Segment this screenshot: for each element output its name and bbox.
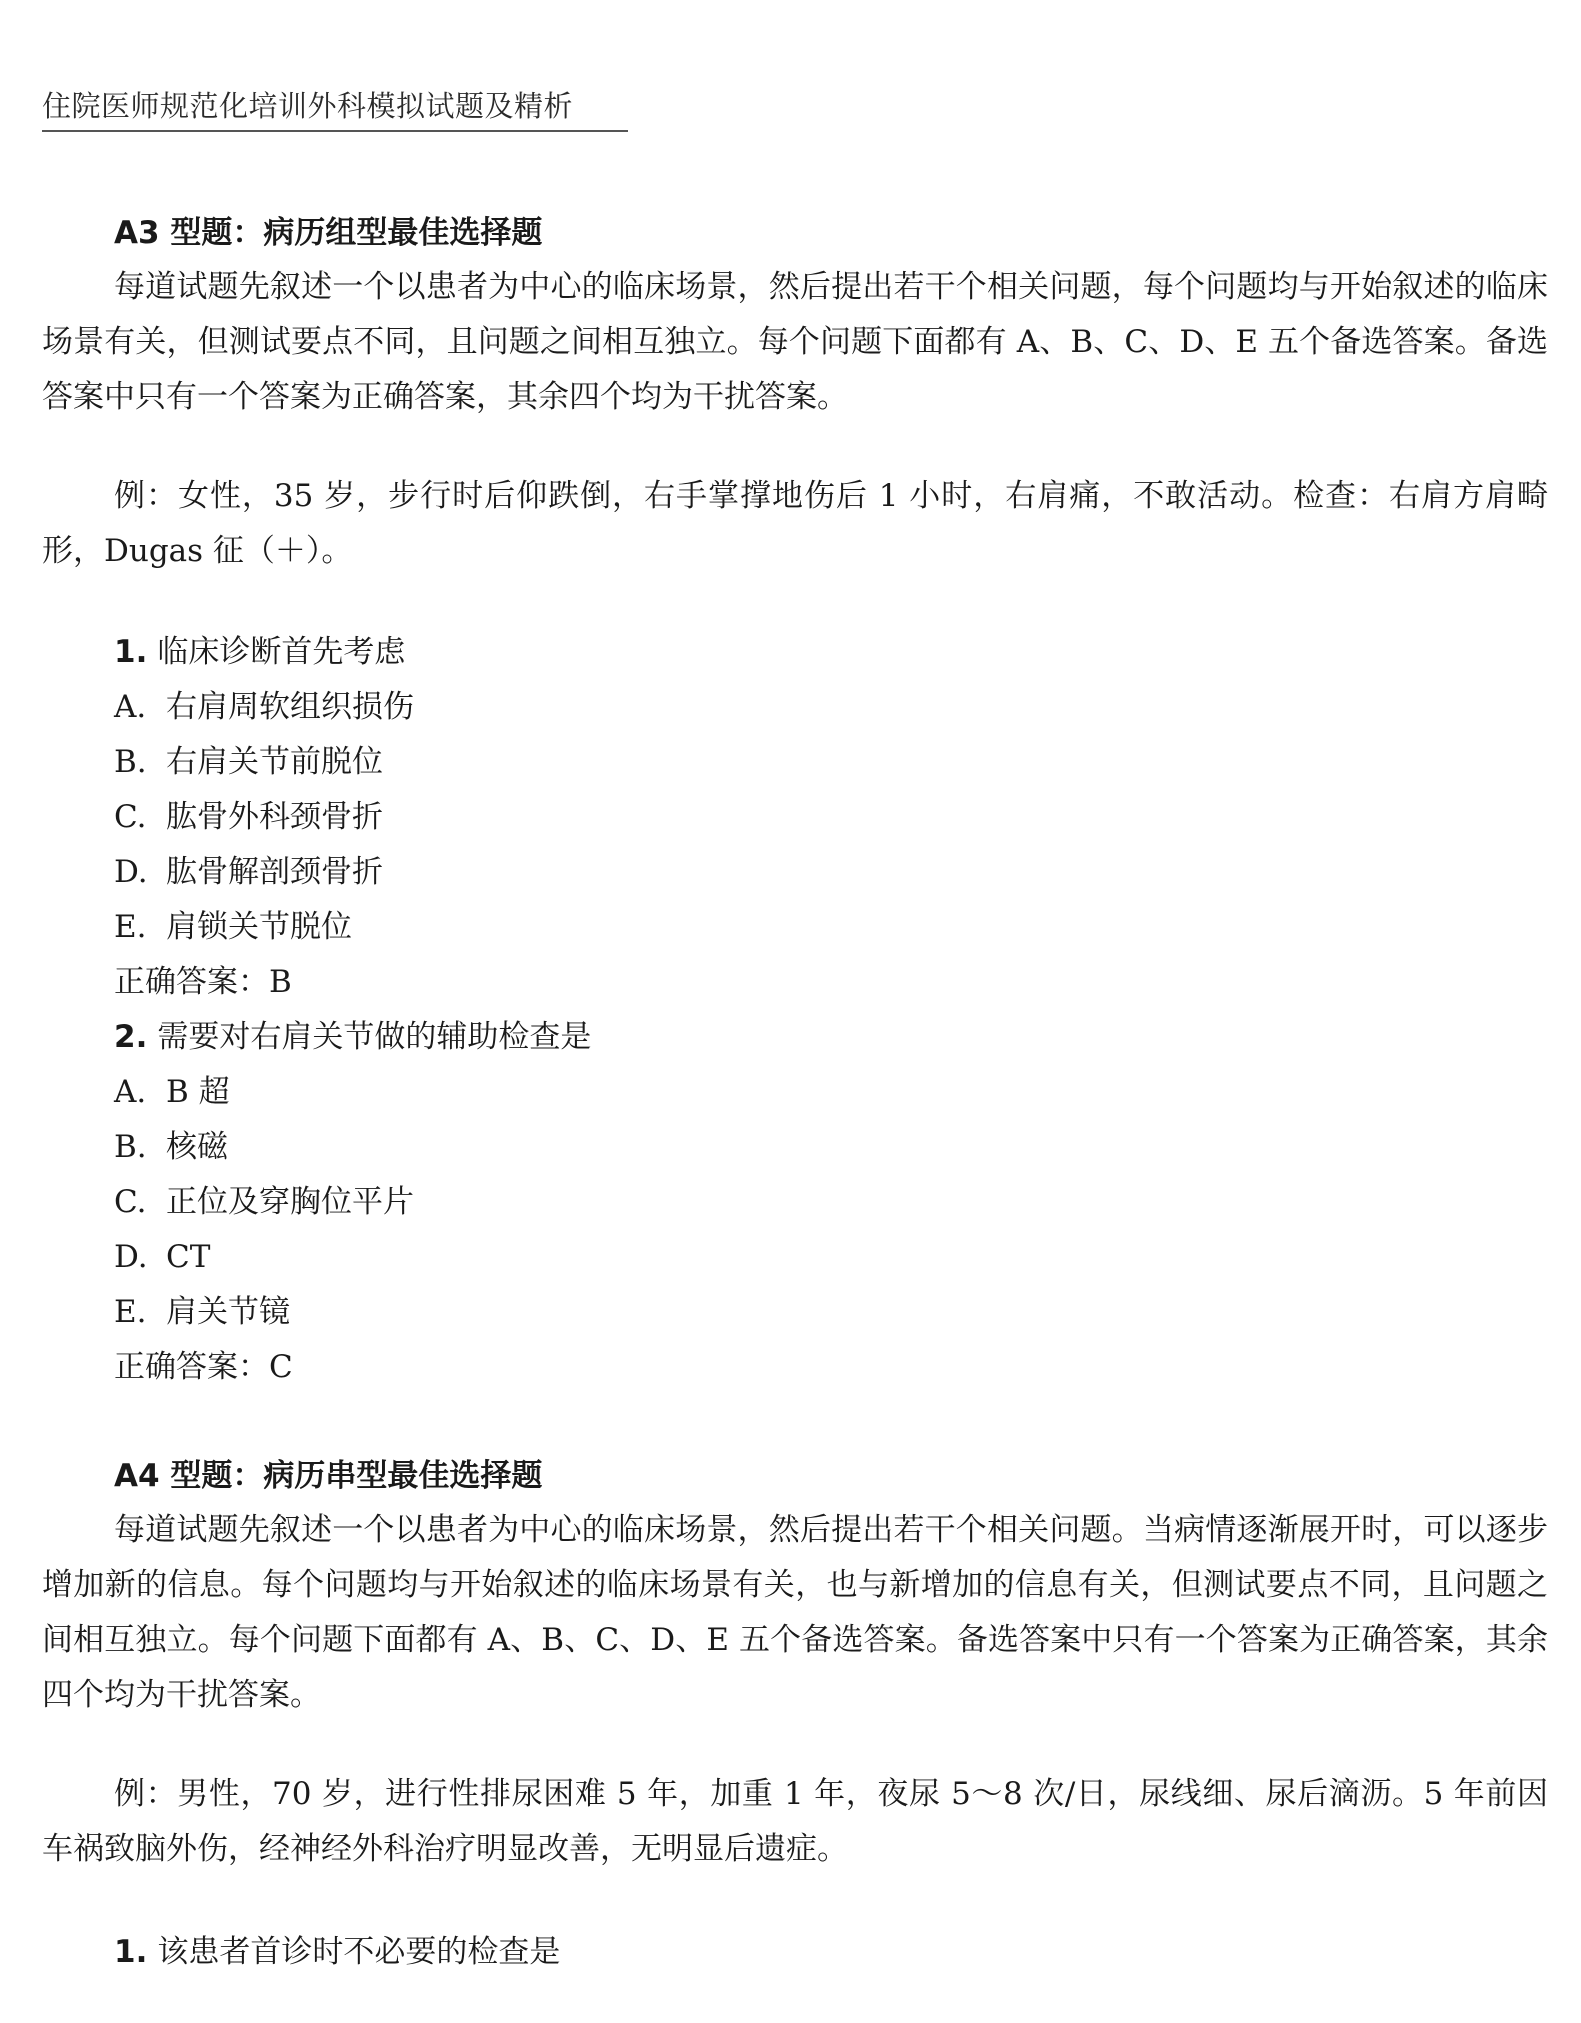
- question-text: 该患者首诊时不必要的检查是: [157, 1934, 561, 1970]
- question-number: 1.: [114, 1934, 148, 1970]
- option-text: 肱骨解剖颈骨折: [166, 854, 383, 890]
- question-stem: [114, 625, 1548, 680]
- question-text: 临床诊断首先考虑: [157, 634, 406, 670]
- question-number: 1.: [114, 634, 148, 670]
- option-text: 肩关节镜: [166, 1294, 290, 1330]
- a3-question-1: [42, 625, 1548, 1010]
- option-letter: A.: [114, 689, 147, 725]
- option-e: [114, 1285, 1548, 1340]
- option-a: [114, 1065, 1548, 1120]
- question-stem: [114, 1010, 1548, 1065]
- option-letter: D.: [114, 854, 148, 890]
- option-text: 正位及穿胸位平片: [166, 1184, 414, 1220]
- option-text: CT: [166, 1239, 211, 1275]
- a3-example-case: 例：女性，35 岁，步行时后仰跌倒，右手掌撑地伤后 1 小时，右肩痛，不敢活动。检查：右肩方肩畸形，Dugas 征（＋）。: [42, 478, 1548, 569]
- option-text: 核磁: [166, 1129, 228, 1165]
- option-letter: B.: [114, 744, 147, 780]
- option-text: 右肩周软组织损伤: [166, 689, 414, 725]
- a3-question-2: [42, 1010, 1548, 1395]
- a4-example-case: 例：男性，70 岁，进行性排尿困难 5 年，加重 1 年，夜尿 5～8 次/日，尿线细、尿后滴沥。5 年前因车祸致脑外伤，经神经外科治疗明显改善，无明显后遗症。: [42, 1776, 1548, 1867]
- option-text: B 超: [166, 1074, 230, 1110]
- option-c: [114, 1175, 1548, 1230]
- a3-section-title: A3 型题：病历组型最佳选择题: [114, 215, 543, 251]
- a4-description: 每道试题先叙述一个以患者为中心的临床场景，然后提出若干个相关问题。当病情逐渐展开时，可以逐步增加新的信息。每个问题均与开始叙述的临床场景有关，也与新增加的信息有关，但测试要点不同，且问题之间相互独立。每个问题下面都有 A、B、C、D、E 五个备选答案。备选答案中只有一个答案为正确答案，其余四个均为干扰答案。: [42, 1512, 1548, 1713]
- option-letter: C.: [114, 1184, 147, 1220]
- option-b: [114, 1120, 1548, 1175]
- running-header: 住院医师规范化培训外科模拟试题及精析: [42, 86, 628, 132]
- option-letter: E.: [114, 909, 147, 945]
- option-c: [114, 790, 1548, 845]
- option-letter: E.: [114, 1294, 147, 1330]
- option-d: [114, 1230, 1548, 1285]
- option-text: 肩锁关节脱位: [166, 909, 352, 945]
- option-b: [114, 735, 1548, 790]
- option-e: [114, 900, 1548, 955]
- correct-answer: 正确答案：C: [114, 1349, 293, 1385]
- option-d: [114, 845, 1548, 900]
- a4-section-title: A4 型题：病历串型最佳选择题: [114, 1458, 543, 1494]
- option-text: 右肩关节前脱位: [166, 744, 383, 780]
- question-stem: [114, 1925, 1548, 1980]
- a4-question-1: [42, 1925, 1548, 1980]
- option-letter: A.: [114, 1074, 147, 1110]
- page-content: [42, 212, 1548, 1980]
- option-letter: D.: [114, 1239, 148, 1275]
- option-a: [114, 680, 1548, 735]
- option-text: 肱骨外科颈骨折: [166, 799, 383, 835]
- option-letter: B.: [114, 1129, 147, 1165]
- option-letter: C.: [114, 799, 147, 835]
- question-text: 需要对右肩关节做的辅助检查是: [157, 1019, 592, 1055]
- correct-answer: 正确答案：B: [114, 964, 292, 1000]
- question-number: 2.: [114, 1019, 148, 1055]
- a3-description: 每道试题先叙述一个以患者为中心的临床场景，然后提出若干个相关问题，每个问题均与开始叙述的临床场景有关，但测试要点不同，且问题之间相互独立。每个问题下面都有 A、B、C、D、E 五个备选答案。备选答案中只有一个答案为正确答案，其余四个均为干扰答案。: [42, 269, 1548, 415]
